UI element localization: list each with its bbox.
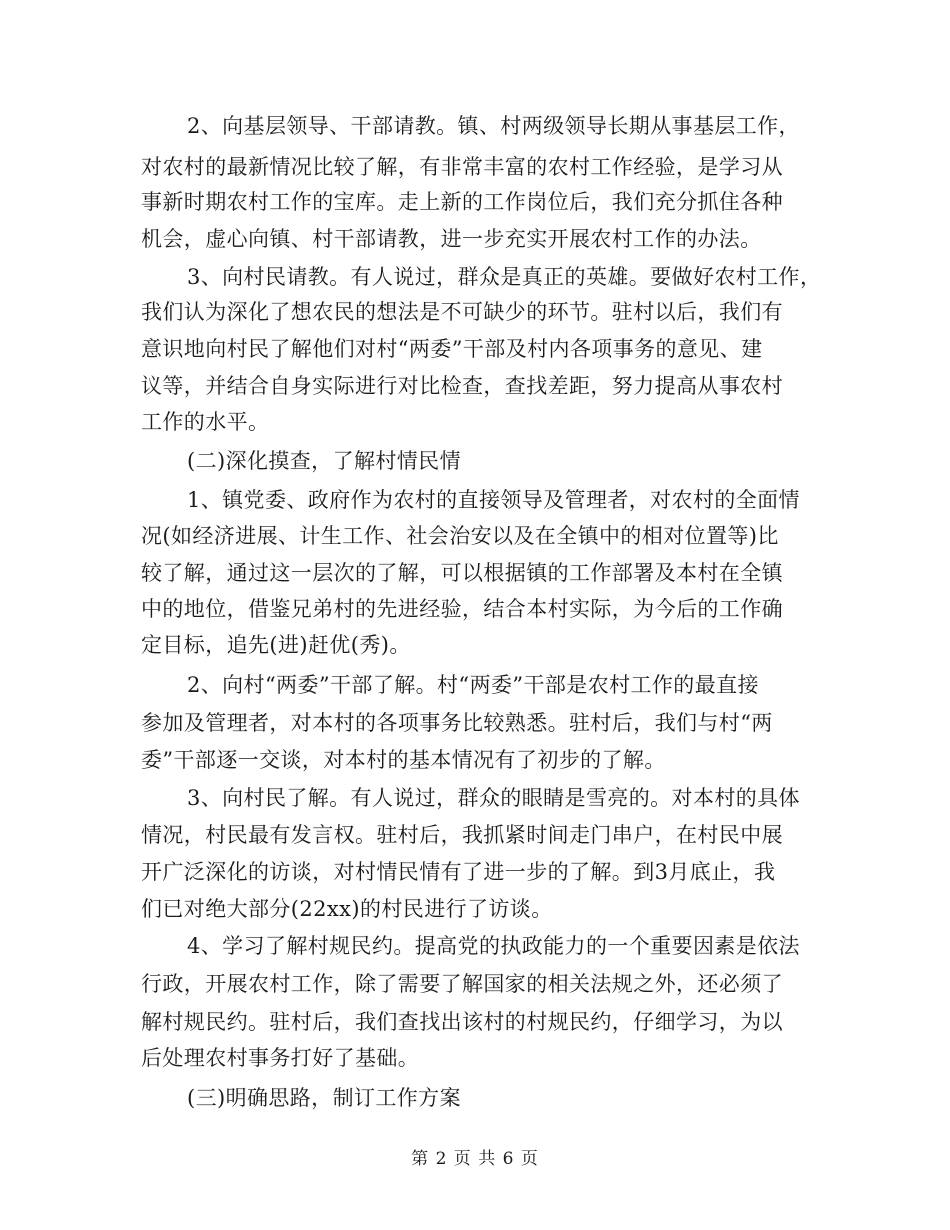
paragraph-line: 参加及管理者，对本村的各项事务比较熟悉。驻村后，我们与村“两 bbox=[141, 711, 773, 735]
paragraph-line: 委”干部逐一交谈，对本村的基本情况有了初步的了解。 bbox=[141, 748, 666, 772]
section-heading: (三)明确思路，制订工作方案 bbox=[187, 1086, 461, 1110]
page-footer: 第 2 页 共 6 页 bbox=[411, 1149, 539, 1169]
paragraph-line: 工作的水平。 bbox=[141, 410, 270, 434]
paragraph-line: 1、镇党委、政府作为农村的直接领导及管理者，对农村的全面情 bbox=[187, 488, 800, 512]
paragraph-line: 行政，开展农村工作，除了需要了解国家的相关法规之外，还必须了 bbox=[141, 972, 783, 996]
paragraph-line: 2、向基层领导、干部请教。镇、村两级领导长期从事基层工作， bbox=[187, 114, 800, 138]
section-heading: (二)深化摸查，了解村情民情 bbox=[187, 449, 461, 473]
paragraph-line: 定目标，追先(进)赶优(秀)。 bbox=[141, 633, 411, 657]
paragraph-line: 2、向村“两委”干部了解。村“两委”干部是农村工作的最直接 bbox=[187, 673, 759, 697]
paragraph-line: 3、向村民请教。有人说过，群众是真正的英雄。要做好农村工作， bbox=[187, 265, 822, 289]
paragraph-line: 后处理农村事务打好了基础。 bbox=[141, 1046, 420, 1070]
paragraph-line: 况(如经济进展、计生工作、社会治安以及在全镇中的相对位置等)比 bbox=[141, 524, 779, 548]
paragraph-line: 议等，并结合自身实际进行对比检查，查找差距，努力提高从事农村 bbox=[141, 374, 783, 398]
paragraph-line: 意识地向村民了解他们对村“两委”干部及村内各项事务的意见、建 bbox=[141, 337, 763, 361]
paragraph-line: 中的地位，借鉴兄弟村的先进经验，结合本村实际，为今后的工作确 bbox=[141, 597, 783, 621]
paragraph-line: 4、学习了解村规民约。提高党的执政能力的一个重要因素是依法 bbox=[187, 934, 800, 958]
paragraph-line: 对农村的最新情况比较了解，有非常丰富的农村工作经验，是学习从 bbox=[141, 155, 783, 179]
paragraph-line: 事新时期农村工作的宝库。走上新的工作岗位后，我们充分抓住各种 bbox=[141, 190, 783, 214]
paragraph-line: 情况，村民最有发言权。驻村后，我抓紧时间走门串户，在村民中展 bbox=[141, 823, 783, 847]
paragraph-line: 开广泛深化的访谈，对村情民情有了进一步的了解。到3月底止，我 bbox=[141, 860, 776, 884]
paragraph-line: 较了解，通过这一层次的了解，可以根据镇的工作部署及本村在全镇 bbox=[141, 561, 783, 585]
paragraph-line: 解村规民约。驻村后，我们查找出该村的村规民约，仔细学习，为以 bbox=[141, 1010, 783, 1034]
paragraph-line: 我们认为深化了想农民的想法是不可缺少的环节。驻村以后，我们有 bbox=[141, 300, 783, 324]
paragraph-line: 3、向村民了解。有人说过，群众的眼睛是雪亮的。对本村的具体 bbox=[187, 786, 800, 810]
paragraph-line: 们已对绝大部分(22xx)的村民进行了访谈。 bbox=[141, 897, 553, 921]
paragraph-line: 机会，虚心向镇、村干部请教，进一步充实开展农村工作的办法。 bbox=[141, 227, 762, 251]
